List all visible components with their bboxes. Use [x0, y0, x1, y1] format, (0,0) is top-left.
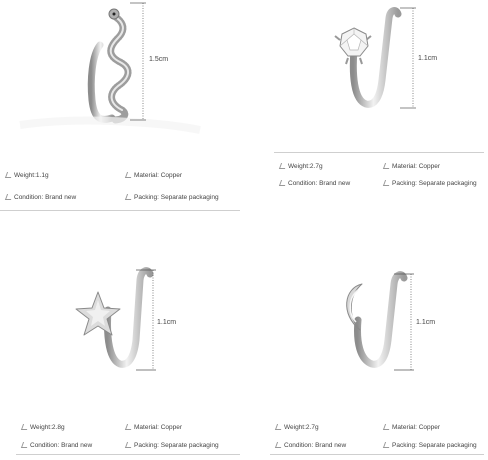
tag-icon	[125, 194, 133, 200]
material-spec: Material: Copper	[384, 163, 440, 170]
tag-icon	[279, 180, 287, 186]
tag-icon	[125, 424, 133, 430]
condition-spec: Condition: Brand new	[276, 442, 346, 449]
tag-icon	[275, 442, 283, 448]
weight-spec: Weight:2.8g	[22, 424, 65, 431]
product-panel-moon	[244, 230, 488, 460]
product-panel-star	[0, 230, 244, 460]
condition-spec: Condition: Brand new	[280, 180, 350, 187]
size-label: 1.5cm	[149, 56, 169, 63]
material-spec: Material: Copper	[126, 424, 182, 431]
gem-icon	[340, 28, 368, 56]
divider	[16, 454, 240, 455]
packing-spec: Packing: Separate packaging	[384, 442, 477, 449]
weight-spec: Weight:2.7g	[280, 163, 323, 170]
tag-icon	[125, 172, 133, 178]
tag-icon	[21, 442, 29, 448]
packing-spec: Packing: Separate packaging	[384, 180, 477, 187]
weight-spec: Weight:1.1g	[6, 172, 49, 179]
product-panel-snake	[0, 0, 244, 230]
tag-icon	[125, 442, 133, 448]
tag-icon	[279, 163, 287, 169]
size-label: 1.1cm	[418, 55, 438, 62]
divider	[270, 454, 484, 455]
packing-spec: Packing: Separate packaging	[126, 194, 219, 201]
star-icon	[76, 292, 120, 335]
tag-icon	[383, 442, 391, 448]
material-spec: Material: Copper	[384, 424, 440, 431]
tag-icon	[5, 194, 13, 200]
tag-icon	[5, 172, 13, 178]
tag-icon	[21, 424, 29, 430]
tag-icon	[383, 163, 391, 169]
tag-icon	[383, 180, 391, 186]
product-panel-gem	[244, 0, 488, 230]
divider	[0, 210, 240, 211]
condition-spec: Condition: Brand new	[22, 442, 92, 449]
divider	[274, 152, 484, 153]
size-label: 1.1cm	[416, 319, 436, 326]
tag-icon	[275, 424, 283, 430]
packing-spec: Packing: Separate packaging	[126, 442, 219, 449]
weight-spec: Weight:2.7g	[276, 424, 319, 431]
tag-icon	[383, 424, 391, 430]
material-spec: Material: Copper	[126, 172, 182, 179]
gem-nose-cuff-image	[244, 0, 488, 230]
size-label: 1.1cm	[157, 319, 177, 326]
condition-spec: Condition: Brand new	[6, 194, 76, 201]
